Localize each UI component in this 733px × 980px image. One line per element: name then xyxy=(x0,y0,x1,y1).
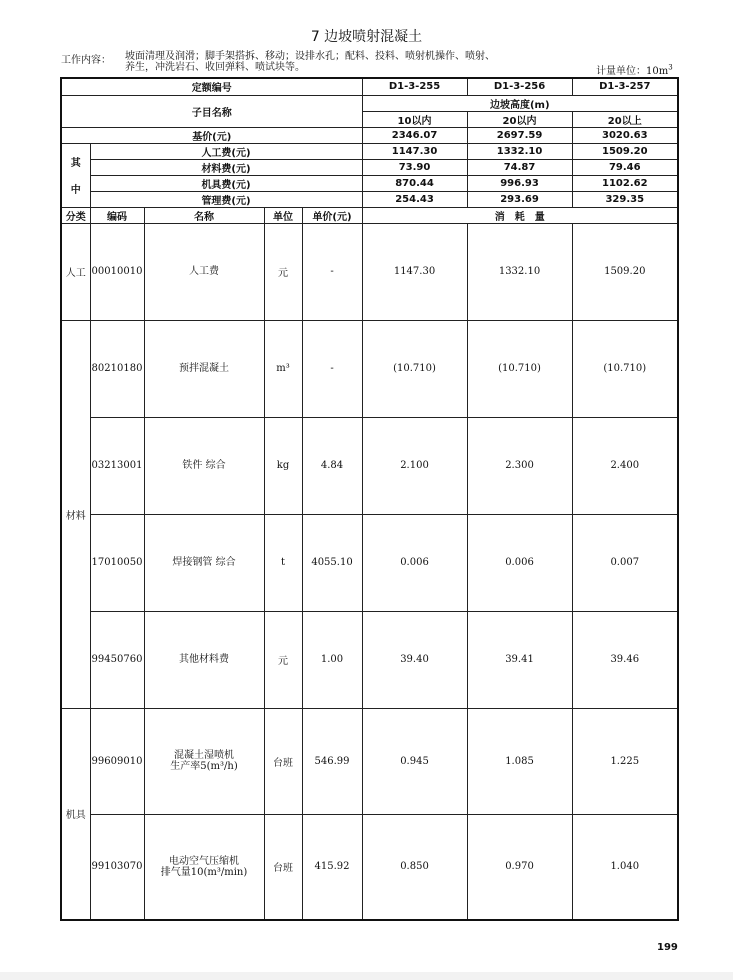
base-price-3: 3020.63 xyxy=(572,127,678,143)
item-name-cell xyxy=(144,814,264,920)
work-content-label: 工作内容： xyxy=(61,55,111,66)
component-value: 1147.30 xyxy=(362,143,467,159)
item-code: 17010050 xyxy=(90,514,144,611)
item-price: 546.99 xyxy=(302,708,362,814)
table-row xyxy=(61,708,678,814)
item-code: 00010010 xyxy=(90,223,144,320)
height-label: 边坡高度(m) xyxy=(362,95,678,111)
item-price: 4.84 xyxy=(302,417,362,514)
unit-sup: 3 xyxy=(668,63,673,72)
item-price: - xyxy=(302,223,362,320)
component-row xyxy=(61,159,678,175)
item-price: 4055.10 xyxy=(302,514,362,611)
item-unit: 元 xyxy=(264,611,302,708)
work-content-text xyxy=(125,51,565,73)
table-row xyxy=(61,514,678,611)
item-code: 99450760 xyxy=(90,611,144,708)
item-value: (10.710) xyxy=(362,320,467,417)
item-unit: 台班 xyxy=(264,814,302,920)
item-value: 39.46 xyxy=(572,611,678,708)
quota-table xyxy=(60,77,679,921)
col-price: 单价(元) xyxy=(302,207,362,223)
table-row xyxy=(61,611,678,708)
item-unit: t xyxy=(264,514,302,611)
item-price: 1.00 xyxy=(302,611,362,708)
table-row xyxy=(61,223,678,320)
item-name: 混凝土湿喷机 xyxy=(174,750,234,761)
item-value: (10.710) xyxy=(572,320,678,417)
item-value: 0.945 xyxy=(362,708,467,814)
item-code: 03213001 xyxy=(90,417,144,514)
component-value: 870.44 xyxy=(362,175,467,191)
range-3: 20以上 xyxy=(572,111,678,127)
item-value: 39.40 xyxy=(362,611,467,708)
component-label: 人工费(元) xyxy=(90,143,362,159)
item-value: 2.400 xyxy=(572,417,678,514)
item-value: 1147.30 xyxy=(362,223,467,320)
item-name: 预拌混凝土 xyxy=(144,320,264,417)
item-name: 电动空气压缩机 xyxy=(169,855,239,867)
work-content-line-2: 养生，冲洗岩石、收回弹料、喷试块等。 xyxy=(125,62,305,73)
item-value: 0.006 xyxy=(467,514,572,611)
item-name: 铁件 综合 xyxy=(144,417,264,514)
item-value: (10.710) xyxy=(467,320,572,417)
item-value: 2.300 xyxy=(467,417,572,514)
item-unit: m³ xyxy=(264,320,302,417)
item-value: 1.225 xyxy=(572,708,678,814)
item-value: 0.850 xyxy=(362,814,467,920)
quota-code-1: D1-3-255 xyxy=(362,78,467,95)
measurement-unit xyxy=(596,62,673,77)
table-row xyxy=(61,814,678,920)
item-unit: 元 xyxy=(264,223,302,320)
col-consumption: 消 耗 量 xyxy=(362,207,678,223)
qizhong-char-1: 其 xyxy=(70,158,81,169)
component-row xyxy=(61,175,678,191)
item-unit: 台班 xyxy=(264,708,302,814)
component-value: 254.43 xyxy=(362,191,467,207)
component-value: 74.87 xyxy=(467,159,572,175)
item-value: 0.006 xyxy=(362,514,467,611)
item-value: 39.41 xyxy=(467,611,572,708)
col-unit: 单位 xyxy=(264,207,302,223)
table-row xyxy=(61,320,678,417)
item-value: 0.970 xyxy=(467,814,572,920)
column-header-row xyxy=(61,207,678,223)
component-label: 机具费(元) xyxy=(90,175,362,191)
base-price-label: 基价(元) xyxy=(61,127,362,143)
qizhong-char-2: 中 xyxy=(70,185,81,196)
component-value: 1332.10 xyxy=(467,143,572,159)
base-price-row xyxy=(61,127,678,143)
item-name: 焊接钢管 综合 xyxy=(144,514,264,611)
item-name-cell xyxy=(144,708,264,814)
item-unit: kg xyxy=(264,417,302,514)
item-value: 2.100 xyxy=(362,417,467,514)
quota-code-label: 定额编号 xyxy=(61,78,362,95)
group-machine: 机具 xyxy=(61,708,90,920)
item-spec: 生产率5(m³/h) xyxy=(170,761,238,772)
page-number: 199 xyxy=(657,942,678,953)
item-name: 其他材料费 xyxy=(144,611,264,708)
range-2: 20以内 xyxy=(467,111,572,127)
item-value: 1332.10 xyxy=(467,223,572,320)
col-code: 编码 xyxy=(90,207,144,223)
item-name: 人工费 xyxy=(144,223,264,320)
base-price-1: 2346.07 xyxy=(362,127,467,143)
col-name: 名称 xyxy=(144,207,264,223)
col-category: 分类 xyxy=(61,207,90,223)
component-value: 996.93 xyxy=(467,175,572,191)
component-value: 79.46 xyxy=(572,159,678,175)
quota-code-2: D1-3-256 xyxy=(467,78,572,95)
item-value: 0.007 xyxy=(572,514,678,611)
range-1: 10以内 xyxy=(362,111,467,127)
component-value: 329.35 xyxy=(572,191,678,207)
page-title: 7 边坡喷射混凝土 xyxy=(310,29,423,45)
item-price: 415.92 xyxy=(302,814,362,920)
component-row xyxy=(61,143,678,159)
item-spec: 排气量10(m³/min) xyxy=(160,866,248,878)
work-content-line-1: 坡面清理及润滑；脚手架搭拆、移动；设排水孔；配料、投料、喷射机操作、喷射、 xyxy=(125,51,495,62)
component-label: 管理费(元) xyxy=(90,191,362,207)
component-value: 1509.20 xyxy=(572,143,678,159)
table-row xyxy=(61,417,678,514)
group-labor: 人工 xyxy=(61,223,90,320)
item-code: 80210180 xyxy=(90,320,144,417)
quota-code-row xyxy=(61,78,678,95)
component-value: 1102.62 xyxy=(572,175,678,191)
item-value: 1509.20 xyxy=(572,223,678,320)
subitem-row xyxy=(61,95,678,111)
item-price: - xyxy=(302,320,362,417)
component-value: 73.90 xyxy=(362,159,467,175)
item-code: 99609010 xyxy=(90,708,144,814)
subitem-label: 子目名称 xyxy=(61,95,362,127)
qizhong-cell xyxy=(61,143,90,207)
item-code: 99103070 xyxy=(90,814,144,920)
quota-code-3: D1-3-257 xyxy=(572,78,678,95)
item-value: 1.085 xyxy=(467,708,572,814)
unit-label: 计量单位：10m xyxy=(596,66,669,77)
component-row xyxy=(61,191,678,207)
item-value: 1.040 xyxy=(572,814,678,920)
base-price-2: 2697.59 xyxy=(467,127,572,143)
component-label: 材料费(元) xyxy=(90,159,362,175)
component-value: 293.69 xyxy=(467,191,572,207)
group-material: 材料 xyxy=(61,320,90,708)
